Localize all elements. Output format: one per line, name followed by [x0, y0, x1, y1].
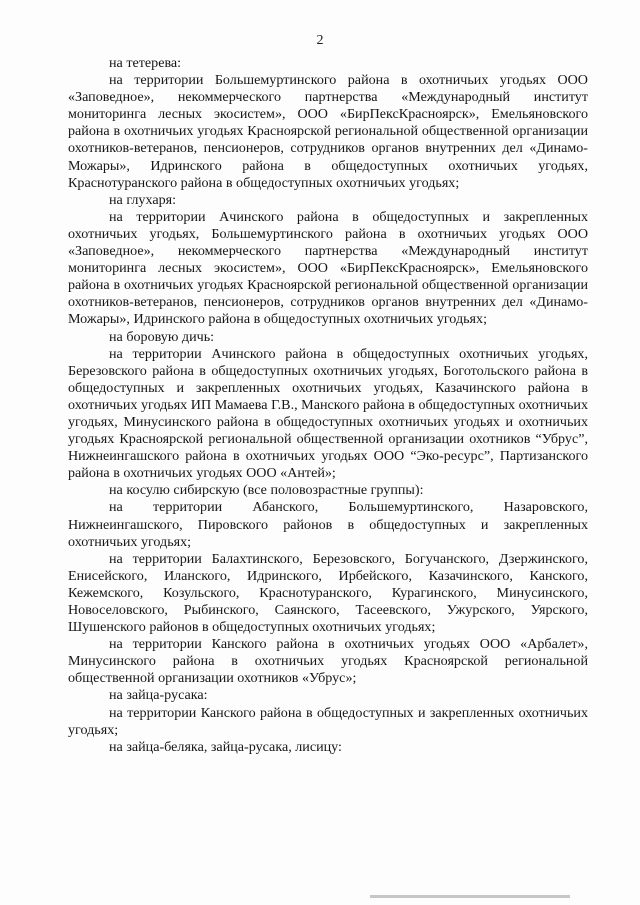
- paragraph: на территории Большемуртинского района в охотничьих угодьях ООО «Заповедное», некоммерческого партнерства «Международный институт мониторинга лесных экосистем», ООО «БирПексКрасноярск», Емельяновского района в охотничьих угодьях Красноярской региональной общественной организации охотников-ветеранов, пенсионеров, сотрудников органов внутренних дел «Динамо-Можары», Идринского района в общедоступных охотничьих угодьях, Краснотуранского района в общедоступных охотничьих угодьях;: [68, 72, 588, 191]
- paragraph: на территории Ачинского района в общедоступных охотничьих угодьях, Березовского района в общедоступных охотничьих угодьях, Боготольского района в общедоступных и закрепленных охотничьих угодьях, Казачинского района в охотничьих угодьях ИП Мамаева Г.В., Манского района в общедоступных охотничьих угодьях, Минусинского района в общедоступных охотничьих угодьях и охотничьих угодьях Красноярской региональной общественной организации охотников “Убрус”, Нижнеингашского района в охотничьих угодьях ООО “Эко-ресурс”, Партизанского района в охотничьих угодьях ООО «Антей»;: [68, 345, 588, 482]
- section-heading: на боровую дичь:: [109, 328, 215, 345]
- scan-edge-mark: [370, 895, 570, 898]
- section-heading: на глухаря:: [109, 191, 177, 208]
- paragraph: на территории Канского района в охотничьих угодьях ООО «Арбалет», Минусинского района в охотничьих угодьях Красноярской региональной общественной организации охотников «Убрус»;: [68, 636, 588, 687]
- paragraph: на территории Ачинского района в общедоступных и закрепленных охотничьих угодьях, Большемуртинского района в охотничьих угодьях ООО «Заповедное», некоммерческого партнерства «Международный институт мониторинга лесных экосистем», ООО «БирПексКрасноярск», Емельяновского района в охотничьих угодьях Красноярской региональной общественной организации охотников-ветеранов, пенсионеров, сотрудников органов внутренних дел «Динамо-Можары», Идринского района в общедоступных охотничьих угодьях;: [68, 208, 588, 328]
- page-number: 2: [316, 33, 324, 48]
- section-heading: на зайца-беляка, зайца-русака, лисицу:: [109, 738, 342, 755]
- section-heading: на косулю сибирскую (все половозрастные группы):: [109, 482, 424, 499]
- document-body: [68, 55, 588, 756]
- section-heading: на зайца-русака:: [109, 687, 208, 704]
- section-heading: на тетерева:: [109, 55, 182, 71]
- paragraph: на территории Абанского, Большемуртинского, Назаровского, Нижнеингашского, Пировского районов в общедоступных и закрепленных охотничьих угодьях;: [68, 499, 588, 550]
- paragraph: на территории Канского района в общедоступных и закрепленных охотничьих угодьях;: [68, 704, 588, 738]
- paragraph: на территории Балахтинского, Березовского, Богучанского, Дзержинского, Енисейского, Иланского, Идринского, Ирбейского, Казачинского, Канского, Кежемского, Козульского, Краснотуранского, Курагинского, Минусинского, Новоселовского, Рыбинского, Саянского, Тасеевского, Ужурского, Уярского, Шушенского районов в общедоступных охотничьих угодьях;: [68, 550, 588, 636]
